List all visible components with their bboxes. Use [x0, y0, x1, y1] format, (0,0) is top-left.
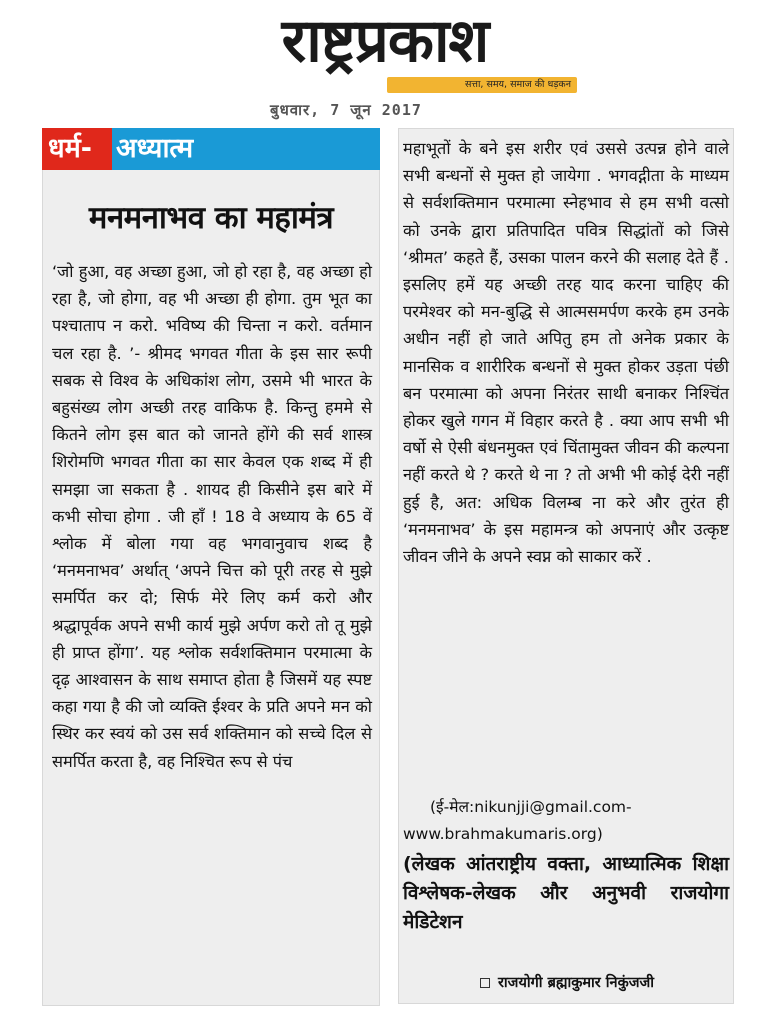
- section-label-blue: [112, 128, 380, 170]
- tagline: सत्ता, समय, समाज की धड़कन: [464, 79, 571, 90]
- author-email: (ई-मेल:nikunjji@gmail.com-: [430, 798, 632, 816]
- masthead: [185, 4, 585, 96]
- newspaper-logo: राष्ट्रप्रकाश: [281, 6, 489, 76]
- section-label-dharm: धर्म-: [48, 133, 92, 164]
- section-label-red: [42, 128, 112, 170]
- article-body-left: ‘जो हुआ, वह अच्छा हुआ, जो हो रहा है, वह अच्छा हो रहा है, जो होगा, वह भी अच्छा ही होगा. तुम भूत का पश्चाताप न करो. भविष्य की चिन्ता न करो. वर्तमान चल रहा है. ’- श्रीमद भगवत गीता के इस सार रूपी सबक से विश्व के अधिकांश लोग, उसमे भी भारत के बहुसंख्य लोग अच्छी तरह वाकिफ है. किन्तु हममे से कितने लोग इस बात को जानते होंगे की सर्व शास्त्र शिरोमणि भगवत गीता का सार केवल एक शब्द में ही समझा जा सकता है . शायद ही किसीने इस बारे में कभी सोचा होगा . जी हाँ ! 18 वे अध्याय के 65 वें श्लोक में बोला गया वह भगवानुवाच शब्द है ‘मनमनाभव’ अर्थात् ‘अपने चित्त को पूरी तरह से मुझे समर्पित कर दो; सिर्फ मेरे लिए कर्म करो और श्रद्धापूर्वक अपने सभी कार्य मुझे अर्पण करो तो तू मुझे ही प्राप्त होंगा’. यह श्लोक सर्वशक्तिमान परमात्मा के दृढ़ आश्वासन के साथ समाप्त होता है जिसमें यह स्पष्ट कहा गया है की जो व्यक्ति ईश्वर के प्रति अपने मन को स्थिर कर स्वयं को उस सर्व शक्तिमान को सच्चे दिल से समर्पित करता है, वह निश्चित रूप से पंच: [52, 262, 372, 771]
- author-info: (लेखक आंतराष्ट्रीय वक्ता, आध्यात्मिक शिक्षा विश्लेषक-लेखक और अनुभवी राजयोगा मेडिटेशन: [403, 853, 729, 933]
- section-label-adhyatm: अध्यात्म: [116, 133, 194, 164]
- article-body-right: महाभूतों के बने इस शरीर एवं उससे उत्पन्न होने वाले सभी बन्धनों से मुक्त हो जायेगा . भगवद्गीता के माध्यम से सर्वशक्तिमान परमात्मा स्नेहभाव से हम सभी वत्सो को उनके द्वारा प्रतिपादित पवित्र सिद्धांतों को जिसे ‘श्रीमत’ कहते हैं, उसका पालन करने की सलाह देते हैं . इसलिए हमें यह अच्छी तरह याद करना चाहिए की परमेश्वर को मन-बुद्धि से आत्मसमर्पण करके हम उनके अधीन नहीं हो जाते अपितु हम तो अनेक प्रकार के मानसिक व शारीरिक बन्धनों से मुक्त होकर उड़ता पंछी बन परमात्मा को अपना निरंतर साथी बनाकर निश्चिंत होकर खुले गगन में विहार करते है . क्या आप सभी भी वर्षो से ऐसी बंधनमुक्त एवं चिंतामुक्त जीवन की कल्पना नहीं करते थे ? करते थे ना ? तो अभी भी कोई देरी नहीं हुई है, अत: अधिक विलम्ब ना करे और तुरंत ही ‘मनमनाभव’ के इस महामन्त्र को अपनाएं और उत्कृष्ट जीवन जीने के अपने स्वप्न को साकार करें .: [403, 139, 729, 567]
- author-website: www.brahmakumaris.org): [403, 825, 603, 843]
- section-header: [42, 128, 380, 170]
- issue-date: बुधवार, 7 जून 2017: [270, 101, 422, 119]
- byline: [480, 972, 654, 994]
- article-headline: मनमनाभव का महामंत्र: [88, 200, 334, 236]
- byline-name: राजयोगी ब्रह्माकुमार निकुंजजी: [498, 975, 654, 991]
- square-bullet-icon: [480, 978, 490, 988]
- tagline-bar: [387, 77, 577, 93]
